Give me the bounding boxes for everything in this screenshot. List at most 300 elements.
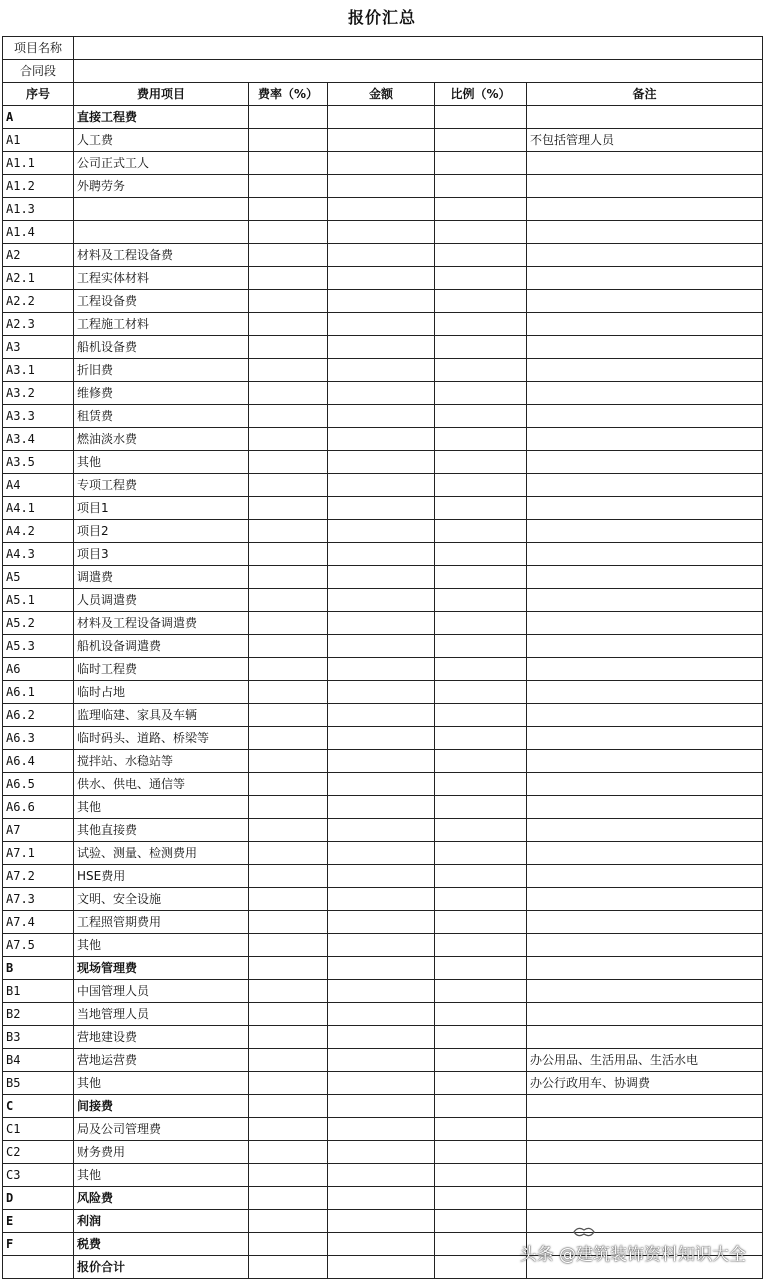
- row-remark: [527, 1141, 763, 1164]
- row-remark: [527, 405, 763, 428]
- row-item-name: 专项工程费: [74, 474, 249, 497]
- row-ratio-cell[interactable]: [435, 244, 527, 267]
- row-ratio-cell[interactable]: [435, 980, 527, 1003]
- row-item-name: 租赁费: [74, 405, 249, 428]
- row-code: A7.1: [3, 842, 74, 865]
- row-ratio-cell[interactable]: [435, 819, 527, 842]
- row-item-name: 其他: [74, 934, 249, 957]
- row-item-name: 船机设备调遣费: [74, 635, 249, 658]
- row-rate-cell[interactable]: [249, 129, 328, 152]
- row-remark: [527, 681, 763, 704]
- table-row: [3, 106, 763, 129]
- row-remark: [527, 451, 763, 474]
- row-item-name: 工程实体材料: [74, 267, 249, 290]
- row-rate-cell[interactable]: [249, 1026, 328, 1049]
- row-ratio-cell[interactable]: [435, 911, 527, 934]
- row-code: A4.1: [3, 497, 74, 520]
- row-ratio-cell[interactable]: [435, 957, 527, 980]
- row-code: A6.2: [3, 704, 74, 727]
- row-ratio-cell[interactable]: [435, 1026, 527, 1049]
- row-ratio-cell[interactable]: [435, 658, 527, 681]
- row-remark: [527, 175, 763, 198]
- row-code: A5.3: [3, 635, 74, 658]
- row-rate-cell[interactable]: [249, 221, 328, 244]
- row-amount-cell[interactable]: [328, 428, 435, 451]
- row-ratio-cell[interactable]: [435, 129, 527, 152]
- row-remark: [527, 382, 763, 405]
- row-ratio-cell[interactable]: [435, 382, 527, 405]
- row-code: D: [3, 1187, 74, 1210]
- row-code: A7.3: [3, 888, 74, 911]
- row-code: A3.1: [3, 359, 74, 382]
- row-rate-cell[interactable]: [249, 175, 328, 198]
- row-code: A5: [3, 566, 74, 589]
- row-rate-cell[interactable]: [249, 658, 328, 681]
- row-code: A4.2: [3, 520, 74, 543]
- table-row: [3, 474, 763, 497]
- row-code: E: [3, 1210, 74, 1233]
- row-ratio-cell[interactable]: [435, 336, 527, 359]
- row-code: A6.5: [3, 773, 74, 796]
- row-rate-cell[interactable]: [249, 934, 328, 957]
- row-rate-cell[interactable]: [249, 1256, 328, 1279]
- row-rate-cell[interactable]: [249, 1072, 328, 1095]
- row-amount-cell[interactable]: [328, 359, 435, 382]
- row-amount-cell[interactable]: [328, 589, 435, 612]
- row-ratio-cell[interactable]: [435, 106, 527, 129]
- row-item-name: 当地管理人员: [74, 1003, 249, 1026]
- row-code: A1.1: [3, 152, 74, 175]
- row-item-name: 现场管理费: [74, 957, 249, 980]
- row-amount-cell[interactable]: [328, 911, 435, 934]
- row-code: A1.4: [3, 221, 74, 244]
- row-amount-cell[interactable]: [328, 1026, 435, 1049]
- row-remark: [527, 1210, 763, 1233]
- row-amount-cell[interactable]: [328, 750, 435, 773]
- row-ratio-cell[interactable]: [435, 221, 527, 244]
- row-ratio-cell[interactable]: [435, 175, 527, 198]
- row-amount-cell[interactable]: [328, 543, 435, 566]
- row-ratio-cell[interactable]: [435, 612, 527, 635]
- header-amount: 金额: [328, 83, 435, 106]
- row-remark: 办公用品、生活用品、生活水电: [527, 1049, 763, 1072]
- table-row: [3, 750, 763, 773]
- row-rate-cell[interactable]: [249, 106, 328, 129]
- row-amount-cell[interactable]: [328, 1003, 435, 1026]
- row-rate-cell[interactable]: [249, 359, 328, 382]
- row-rate-cell[interactable]: [249, 980, 328, 1003]
- row-amount-cell[interactable]: [328, 382, 435, 405]
- row-amount-cell[interactable]: [328, 842, 435, 865]
- row-item-name: 人员调遣费: [74, 589, 249, 612]
- row-rate-cell[interactable]: [249, 704, 328, 727]
- row-item-name: 人工费: [74, 129, 249, 152]
- row-ratio-cell[interactable]: [435, 1072, 527, 1095]
- row-item-name: 临时码头、道路、桥梁等: [74, 727, 249, 750]
- row-item-name: 直接工程费: [74, 106, 249, 129]
- row-item-name: 燃油淡水费: [74, 428, 249, 451]
- row-code: A7: [3, 819, 74, 842]
- row-amount-cell[interactable]: [328, 1210, 435, 1233]
- row-code: A7.5: [3, 934, 74, 957]
- row-code: B3: [3, 1026, 74, 1049]
- row-rate-cell[interactable]: [249, 1141, 328, 1164]
- row-amount-cell[interactable]: [328, 658, 435, 681]
- row-rate-cell[interactable]: [249, 566, 328, 589]
- row-item-name: 其他: [74, 1072, 249, 1095]
- row-ratio-cell[interactable]: [435, 497, 527, 520]
- row-rate-cell[interactable]: [249, 957, 328, 980]
- table-row: [3, 382, 763, 405]
- row-amount-cell[interactable]: [328, 175, 435, 198]
- table-row: [3, 543, 763, 566]
- row-ratio-cell[interactable]: [435, 290, 527, 313]
- table-row: [3, 198, 763, 221]
- row-ratio-cell[interactable]: [435, 681, 527, 704]
- row-item-name: 试验、测量、检测费用: [74, 842, 249, 865]
- row-code: A1.2: [3, 175, 74, 198]
- row-amount-cell[interactable]: [328, 129, 435, 152]
- row-remark: [527, 106, 763, 129]
- row-amount-cell[interactable]: [328, 1095, 435, 1118]
- row-rate-cell[interactable]: [249, 198, 328, 221]
- row-rate-cell[interactable]: [249, 290, 328, 313]
- quotation-table: [2, 36, 763, 1279]
- table-row: [3, 911, 763, 934]
- row-item-name: 营地运营费: [74, 1049, 249, 1072]
- header-rate: 费率（%）: [249, 83, 328, 106]
- row-code: A7.4: [3, 911, 74, 934]
- row-ratio-cell[interactable]: [435, 1118, 527, 1141]
- row-code: A6.4: [3, 750, 74, 773]
- table-row: [3, 796, 763, 819]
- row-amount-cell[interactable]: [328, 405, 435, 428]
- row-remark: [527, 152, 763, 175]
- contract-row: [3, 60, 763, 83]
- row-amount-cell[interactable]: [328, 198, 435, 221]
- row-rate-cell[interactable]: [249, 267, 328, 290]
- row-remark: [527, 1026, 763, 1049]
- row-ratio-cell[interactable]: [435, 313, 527, 336]
- row-amount-cell[interactable]: [328, 1049, 435, 1072]
- row-code: A2.1: [3, 267, 74, 290]
- row-ratio-cell[interactable]: [435, 1164, 527, 1187]
- row-rate-cell[interactable]: [249, 428, 328, 451]
- row-ratio-cell[interactable]: [435, 704, 527, 727]
- row-ratio-cell[interactable]: [435, 796, 527, 819]
- row-item-name: 其他: [74, 451, 249, 474]
- row-item-name: 其他: [74, 1164, 249, 1187]
- row-item-name: 项目2: [74, 520, 249, 543]
- table-row: [3, 1118, 763, 1141]
- table-row: [3, 589, 763, 612]
- row-item-name: 工程设备费: [74, 290, 249, 313]
- row-amount-cell[interactable]: [328, 1256, 435, 1279]
- row-code: A5.1: [3, 589, 74, 612]
- row-remark: 办公行政用车、协调费: [527, 1072, 763, 1095]
- row-ratio-cell[interactable]: [435, 635, 527, 658]
- row-ratio-cell[interactable]: [435, 750, 527, 773]
- header-ratio: 比例（%）: [435, 83, 527, 106]
- row-ratio-cell[interactable]: [435, 543, 527, 566]
- row-code: A1: [3, 129, 74, 152]
- row-ratio-cell[interactable]: [435, 1187, 527, 1210]
- row-ratio-cell[interactable]: [435, 1003, 527, 1026]
- row-amount-cell[interactable]: [328, 888, 435, 911]
- row-amount-cell[interactable]: [328, 497, 435, 520]
- row-remark: [527, 658, 763, 681]
- row-code: A7.2: [3, 865, 74, 888]
- row-rate-cell[interactable]: [249, 1049, 328, 1072]
- row-rate-cell[interactable]: [249, 313, 328, 336]
- row-code: A6: [3, 658, 74, 681]
- row-rate-cell[interactable]: [249, 1233, 328, 1256]
- row-code: A4.3: [3, 543, 74, 566]
- row-rate-cell[interactable]: [249, 773, 328, 796]
- row-ratio-cell[interactable]: [435, 1233, 527, 1256]
- table-row: [3, 451, 763, 474]
- row-item-name: 项目3: [74, 543, 249, 566]
- table-row: [3, 129, 763, 152]
- row-item-name: 其他: [74, 796, 249, 819]
- row-rate-cell[interactable]: [249, 865, 328, 888]
- row-rate-cell[interactable]: [249, 842, 328, 865]
- row-rate-cell[interactable]: [249, 635, 328, 658]
- table-row: [3, 1003, 763, 1026]
- row-remark: [527, 842, 763, 865]
- row-remark: [527, 1187, 763, 1210]
- table-row: [3, 1049, 763, 1072]
- row-item-name: 其他直接费: [74, 819, 249, 842]
- row-rate-cell[interactable]: [249, 1210, 328, 1233]
- row-remark: [527, 267, 763, 290]
- row-item-name: 报价合计: [74, 1256, 249, 1279]
- row-amount-cell[interactable]: [328, 1072, 435, 1095]
- row-code: A6.3: [3, 727, 74, 750]
- row-rate-cell[interactable]: [249, 911, 328, 934]
- row-item-name: HSE费用: [74, 865, 249, 888]
- row-rate-cell[interactable]: [249, 152, 328, 175]
- row-code: A2.2: [3, 290, 74, 313]
- table-row: [3, 1141, 763, 1164]
- row-ratio-cell[interactable]: [435, 152, 527, 175]
- row-ratio-cell[interactable]: [435, 1095, 527, 1118]
- row-rate-cell[interactable]: [249, 888, 328, 911]
- row-amount-cell[interactable]: [328, 819, 435, 842]
- table-row: [3, 175, 763, 198]
- row-amount-cell[interactable]: [328, 612, 435, 635]
- row-rate-cell[interactable]: [249, 727, 328, 750]
- row-rate-cell[interactable]: [249, 451, 328, 474]
- row-code: A3.2: [3, 382, 74, 405]
- row-ratio-cell[interactable]: [435, 888, 527, 911]
- row-amount-cell[interactable]: [328, 152, 435, 175]
- row-ratio-cell[interactable]: [435, 428, 527, 451]
- row-remark: [527, 1118, 763, 1141]
- row-item-name: 材料及工程设备调遣费: [74, 612, 249, 635]
- header-row: [3, 83, 763, 106]
- row-amount-cell[interactable]: [328, 980, 435, 1003]
- row-remark: [527, 635, 763, 658]
- row-amount-cell[interactable]: [328, 267, 435, 290]
- row-rate-cell[interactable]: [249, 1095, 328, 1118]
- row-code: F: [3, 1233, 74, 1256]
- row-rate-cell[interactable]: [249, 1164, 328, 1187]
- row-ratio-cell[interactable]: [435, 865, 527, 888]
- row-remark: [527, 1003, 763, 1026]
- row-rate-cell[interactable]: [249, 520, 328, 543]
- row-rate-cell[interactable]: [249, 589, 328, 612]
- table-row: [3, 267, 763, 290]
- row-code: C3: [3, 1164, 74, 1187]
- row-item-name: 临时占地: [74, 681, 249, 704]
- row-code: A3.5: [3, 451, 74, 474]
- row-remark: [527, 819, 763, 842]
- row-amount-cell[interactable]: [328, 1118, 435, 1141]
- row-amount-cell[interactable]: [328, 1187, 435, 1210]
- table-row: [3, 1095, 763, 1118]
- row-item-name: 材料及工程设备费: [74, 244, 249, 267]
- row-amount-cell[interactable]: [328, 635, 435, 658]
- row-rate-cell[interactable]: [249, 1003, 328, 1026]
- row-item-name: [74, 221, 249, 244]
- row-remark: [527, 957, 763, 980]
- row-rate-cell[interactable]: [249, 497, 328, 520]
- table-row: [3, 152, 763, 175]
- row-ratio-cell[interactable]: [435, 1210, 527, 1233]
- row-item-name: 中国管理人员: [74, 980, 249, 1003]
- row-rate-cell[interactable]: [249, 819, 328, 842]
- row-remark: [527, 773, 763, 796]
- row-item-name: 工程施工材料: [74, 313, 249, 336]
- row-rate-cell[interactable]: [249, 382, 328, 405]
- row-remark: [527, 474, 763, 497]
- row-amount-cell[interactable]: [328, 313, 435, 336]
- row-amount-cell[interactable]: [328, 796, 435, 819]
- row-item-name: 利润: [74, 1210, 249, 1233]
- table-row: [3, 290, 763, 313]
- row-amount-cell[interactable]: [328, 520, 435, 543]
- table-row: [3, 1164, 763, 1187]
- contract-value[interactable]: [74, 60, 763, 83]
- row-ratio-cell[interactable]: [435, 934, 527, 957]
- row-remark: [527, 497, 763, 520]
- row-rate-cell[interactable]: [249, 681, 328, 704]
- row-amount-cell[interactable]: [328, 704, 435, 727]
- row-amount-cell[interactable]: [328, 244, 435, 267]
- row-item-name: 财务费用: [74, 1141, 249, 1164]
- row-amount-cell[interactable]: [328, 290, 435, 313]
- row-item-name: 船机设备费: [74, 336, 249, 359]
- row-rate-cell[interactable]: [249, 336, 328, 359]
- row-ratio-cell[interactable]: [435, 773, 527, 796]
- row-amount-cell[interactable]: [328, 727, 435, 750]
- project-name-label: 项目名称: [3, 37, 74, 60]
- row-amount-cell[interactable]: [328, 1233, 435, 1256]
- row-code: A3.3: [3, 405, 74, 428]
- row-ratio-cell[interactable]: [435, 198, 527, 221]
- row-code: C2: [3, 1141, 74, 1164]
- table-row: [3, 865, 763, 888]
- watermark-logo-icon: [572, 1225, 596, 1239]
- row-remark: [527, 980, 763, 1003]
- row-code: B1: [3, 980, 74, 1003]
- row-remark: [527, 750, 763, 773]
- row-amount-cell[interactable]: [328, 865, 435, 888]
- row-remark: [527, 911, 763, 934]
- row-ratio-cell[interactable]: [435, 1049, 527, 1072]
- table-row: [3, 1026, 763, 1049]
- header-item: 费用项目: [74, 83, 249, 106]
- table-row: [3, 221, 763, 244]
- row-item-name: 文明、安全设施: [74, 888, 249, 911]
- row-item-name: 项目1: [74, 497, 249, 520]
- project-name-value[interactable]: [74, 37, 763, 60]
- table-row: [3, 428, 763, 451]
- row-ratio-cell[interactable]: [435, 727, 527, 750]
- row-amount-cell[interactable]: [328, 957, 435, 980]
- row-rate-cell[interactable]: [249, 543, 328, 566]
- row-amount-cell[interactable]: [328, 934, 435, 957]
- row-item-name: 营地建设费: [74, 1026, 249, 1049]
- row-amount-cell[interactable]: [328, 681, 435, 704]
- row-ratio-cell[interactable]: [435, 451, 527, 474]
- row-ratio-cell[interactable]: [435, 589, 527, 612]
- row-code: A5.2: [3, 612, 74, 635]
- row-remark: [527, 589, 763, 612]
- row-rate-cell[interactable]: [249, 1187, 328, 1210]
- row-amount-cell[interactable]: [328, 1141, 435, 1164]
- row-item-name: 外聘劳务: [74, 175, 249, 198]
- row-rate-cell[interactable]: [249, 474, 328, 497]
- row-amount-cell[interactable]: [328, 451, 435, 474]
- row-rate-cell[interactable]: [249, 750, 328, 773]
- row-rate-cell[interactable]: [249, 1118, 328, 1141]
- table-row: [3, 612, 763, 635]
- row-amount-cell[interactable]: [328, 221, 435, 244]
- row-rate-cell[interactable]: [249, 244, 328, 267]
- row-ratio-cell[interactable]: [435, 267, 527, 290]
- row-amount-cell[interactable]: [328, 566, 435, 589]
- table-row: [3, 842, 763, 865]
- row-rate-cell[interactable]: [249, 612, 328, 635]
- row-amount-cell[interactable]: [328, 336, 435, 359]
- row-amount-cell[interactable]: [328, 474, 435, 497]
- row-item-name: 供水、供电、通信等: [74, 773, 249, 796]
- table-row: [3, 934, 763, 957]
- row-remark: [527, 612, 763, 635]
- row-ratio-cell[interactable]: [435, 520, 527, 543]
- row-ratio-cell[interactable]: [435, 405, 527, 428]
- row-rate-cell[interactable]: [249, 405, 328, 428]
- table-row: [3, 681, 763, 704]
- table-row: [3, 727, 763, 750]
- row-remark: [527, 520, 763, 543]
- row-ratio-cell[interactable]: [435, 1256, 527, 1279]
- row-code: A4: [3, 474, 74, 497]
- row-ratio-cell[interactable]: [435, 842, 527, 865]
- row-item-name: 临时工程费: [74, 658, 249, 681]
- row-rate-cell[interactable]: [249, 796, 328, 819]
- row-item-name: [74, 198, 249, 221]
- row-amount-cell[interactable]: [328, 106, 435, 129]
- row-ratio-cell[interactable]: [435, 474, 527, 497]
- row-amount-cell[interactable]: [328, 773, 435, 796]
- row-amount-cell[interactable]: [328, 1164, 435, 1187]
- row-ratio-cell[interactable]: [435, 359, 527, 382]
- row-ratio-cell[interactable]: [435, 566, 527, 589]
- row-ratio-cell[interactable]: [435, 1141, 527, 1164]
